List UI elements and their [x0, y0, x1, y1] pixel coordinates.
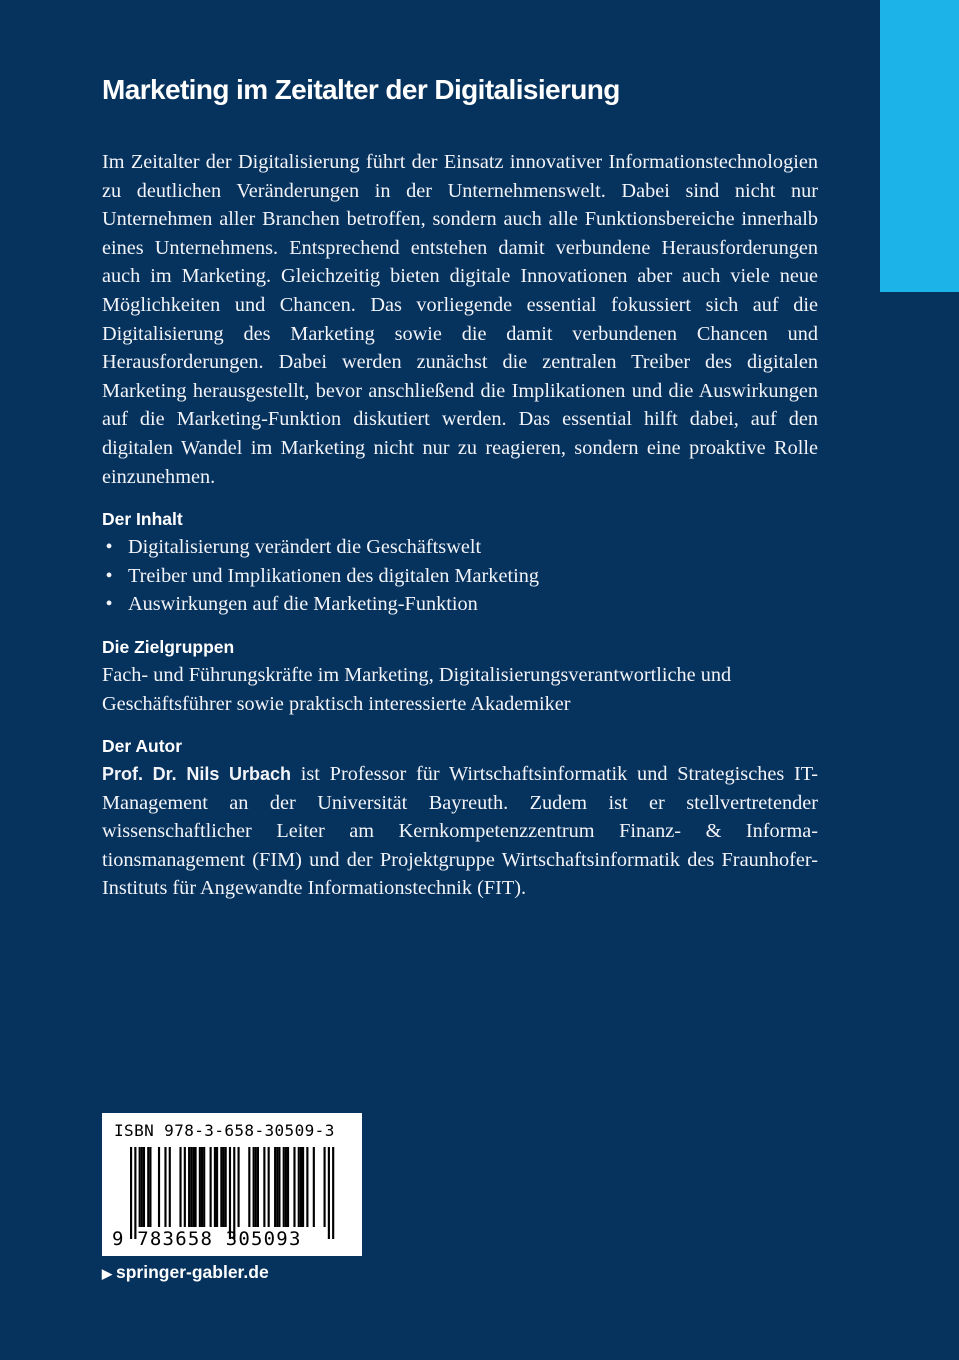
- barcode-bar: [169, 1147, 171, 1227]
- barcode-bar: [139, 1147, 141, 1227]
- barcode-bar: [306, 1147, 308, 1227]
- back-cover-text: [102, 70, 818, 903]
- book-title: Marketing im Zeitalter der Digitalisierung: [102, 74, 620, 105]
- barcode-bar: [248, 1147, 250, 1227]
- barcode-bar: [216, 1147, 218, 1227]
- website-text: springer-gabler.de: [116, 1262, 269, 1282]
- barcode-bar: [179, 1147, 181, 1227]
- audience-text: Fach- und Führungskräfte im Marketing, Digitalisierungsverantwortliche und Geschäftsführer sowie praktisch interessierte Akademiker: [102, 663, 732, 715]
- barcode-bar: [147, 1147, 149, 1227]
- barcode-bar: [300, 1147, 302, 1227]
- barcode-bar: [332, 1147, 334, 1239]
- barcode-bar: [130, 1147, 132, 1239]
- barcode-bar: [220, 1147, 222, 1227]
- accent-bar: [880, 0, 959, 292]
- barcode-bar: [192, 1147, 194, 1227]
- barcode-bar: [164, 1147, 166, 1227]
- list-item: [102, 590, 818, 619]
- barcode-bar: [253, 1147, 255, 1227]
- contents-heading: Der Inhalt: [102, 509, 183, 530]
- barcode-bar: [238, 1147, 240, 1227]
- barcode-bar: [328, 1147, 330, 1239]
- barcode-bar: [255, 1147, 257, 1227]
- barcode-bar: [293, 1147, 295, 1227]
- barcode-bar: [190, 1147, 192, 1227]
- barcode-bar: [324, 1147, 326, 1227]
- audience-heading: Die Zielgruppen: [102, 636, 235, 657]
- barcode-bar: [143, 1147, 145, 1227]
- barcode-bar: [257, 1147, 259, 1227]
- barcode-bar: [298, 1147, 300, 1227]
- isbn-label: ISBN 978-3-658-30509-3: [114, 1121, 335, 1140]
- list-item-text: Auswirkungen auf die Marketing-Funktion: [128, 593, 478, 616]
- barcode-bar: [203, 1147, 205, 1227]
- barcode-bar: [141, 1147, 143, 1227]
- barcode-bar: [222, 1147, 224, 1227]
- publisher-website-link[interactable]: [102, 1262, 269, 1283]
- list-item-text: Treiber und Implikationen des digitalen Marketing: [128, 564, 539, 587]
- barcode-bar: [158, 1147, 160, 1227]
- play-arrow-icon: ▶: [102, 1266, 112, 1281]
- barcode-bar: [195, 1147, 197, 1227]
- barcode-bar: [313, 1147, 315, 1227]
- barcode-bar: [263, 1147, 265, 1227]
- barcode-bar: [274, 1147, 276, 1227]
- isbn-barcode: [102, 1113, 362, 1256]
- barcode-bar: [210, 1147, 212, 1227]
- author-name: Prof. Dr. Nils Urbach: [102, 764, 292, 785]
- barcode-bar: [149, 1147, 151, 1227]
- barcode-bar: [268, 1147, 270, 1227]
- barcode-bar: [199, 1147, 201, 1227]
- bullet-marker: •: [105, 536, 113, 559]
- list-item: [102, 533, 818, 562]
- bullet-marker: •: [105, 564, 113, 587]
- barcode-bar: [276, 1147, 278, 1227]
- barcode-bar: [229, 1147, 231, 1239]
- author-paragraph: [102, 760, 818, 903]
- barcode-bar: [201, 1147, 203, 1227]
- list-item: [102, 562, 818, 591]
- barcode-bar: [285, 1147, 287, 1227]
- barcode-bar: [287, 1147, 289, 1227]
- barcode-bar: [225, 1147, 227, 1227]
- barcode-bar: [134, 1147, 136, 1239]
- bullet-marker: •: [105, 593, 113, 616]
- barcode-bar: [184, 1147, 186, 1227]
- author-heading: Der Autor: [102, 736, 183, 757]
- intro-paragraph: Im Zeitalter der Digitalisierung führt der Einsatz innovativer Informationstechnologien zu deutlichen Veränderungen in der Unternehmenswelt. Dabei sind nicht nur Unternehmen aller Branchen betroffen, sondern auch alle Funktionsbereiche innerhalb eines Unternehmens. Entsprechend entstehen damit verbundene Herausforderungen auch im Marketing. Gleichzeitig bieten digitale Innovationen aber auch viele neue Möglichkeiten und Chancen. Das vorliegende essential fokussiert sich auf die Digitalisierung des Marketing sowie die damit verbundenen Chancen und Herausforderungen. Dabei werden zunächst die zentralen Treiber des digitalen Marketing herausgestellt, bevor anschließend die Implikationen und die Auswirkungen auf die Marketing-Funktion diskutiert werden. Das essential hilft dabei, auf den digitalen Wandel im Marketing nicht nur zu reagieren, sondern eine proaktive Rolle einzunehmen.: [102, 151, 818, 488]
- barcode-bar: [233, 1147, 235, 1239]
- barcode-bar: [278, 1147, 280, 1227]
- author-bio: ist Professor für Wirtschaftsinformatik und Strategisches IT-Management an der Universität Bayreuth. Zudem ist er stellvertretender wissenschaftlicher Leiter am Kernkompetenzzentrum Finanz- & Informationsmanagement (FIM) und der Projektgruppe Wirtschaftsinformatik des Fraunhofer-Instituts für Angewandte Informationstechnik (FIT).: [102, 763, 819, 900]
- barcode-bar: [188, 1147, 190, 1227]
- barcode-bar: [302, 1147, 304, 1227]
- barcode-bar: [283, 1147, 285, 1227]
- barcode-digits: 9 783658 305093: [112, 1228, 302, 1250]
- contents-list: [102, 533, 818, 619]
- barcode-bar: [214, 1147, 216, 1227]
- list-item-text: Digitalisierung verändert die Geschäftswelt: [128, 536, 482, 559]
